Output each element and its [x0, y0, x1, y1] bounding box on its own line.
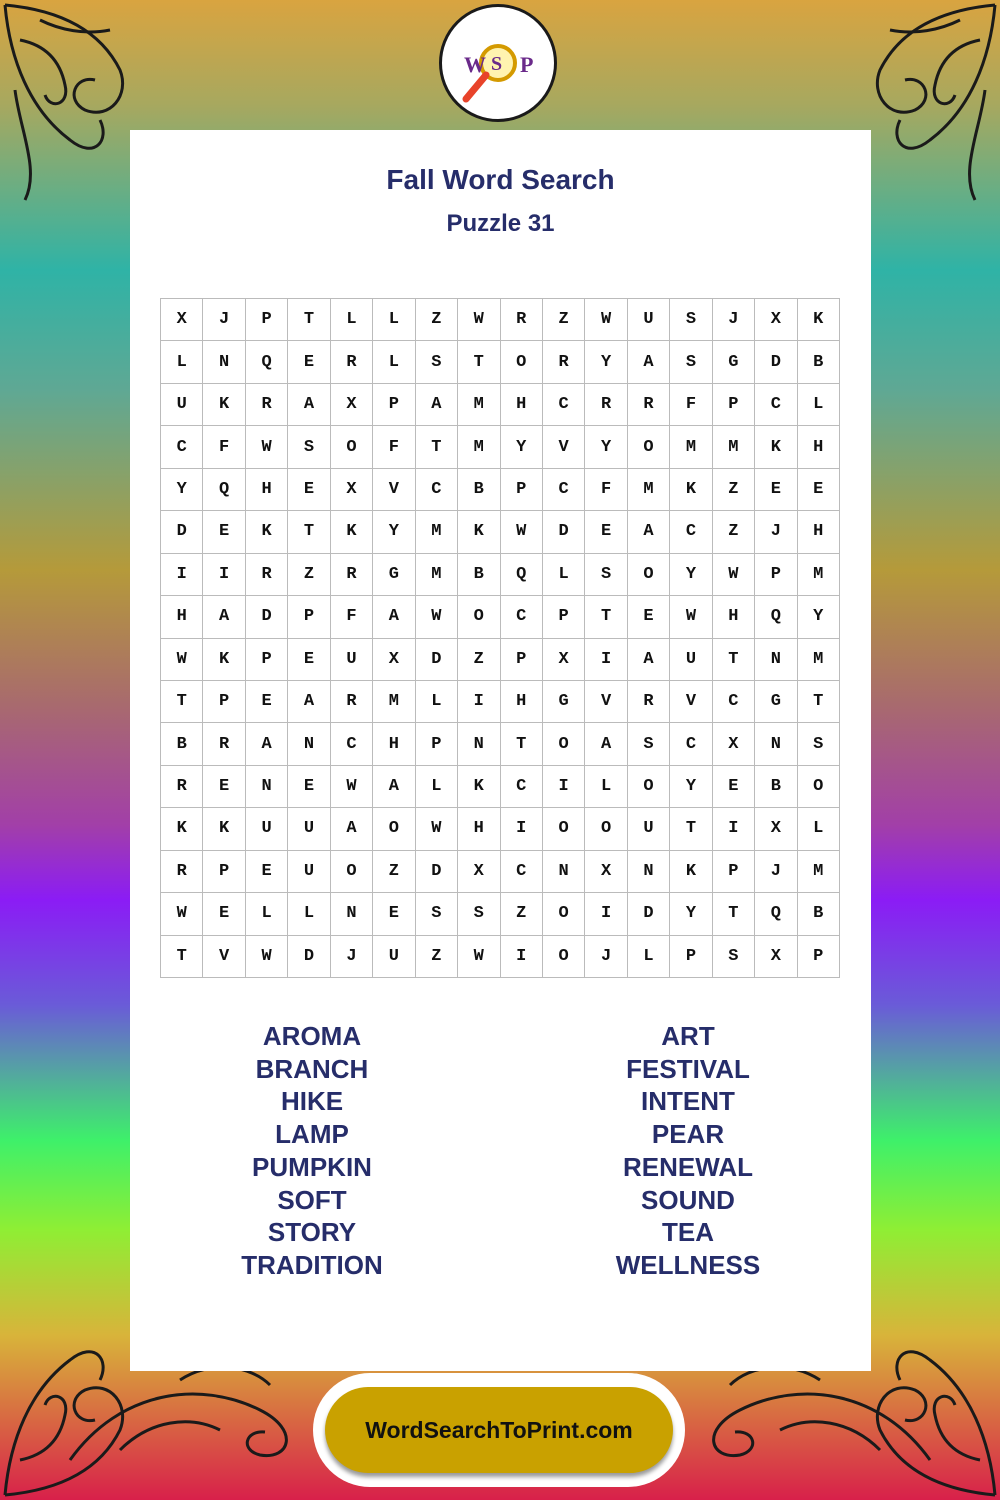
grid-cell[interactable]: I — [161, 554, 203, 596]
grid-cell[interactable]: L — [246, 893, 288, 935]
grid-cell[interactable]: N — [203, 341, 245, 383]
grid-cell[interactable]: D — [543, 511, 585, 553]
puzzle-number: Puzzle 31 — [446, 210, 555, 237]
grid-cell[interactable]: C — [670, 723, 712, 765]
word-list-item: LAMP — [275, 1119, 349, 1150]
grid-cell[interactable]: K — [203, 808, 245, 850]
grid-cell[interactable]: C — [713, 681, 755, 723]
word-list-item: STORY — [267, 1217, 357, 1248]
grid-cell[interactable]: I — [501, 808, 543, 850]
grid-cell[interactable]: U — [246, 808, 288, 850]
grid-cell[interactable]: L — [416, 681, 458, 723]
word-list-item: BRANCH — [255, 1053, 369, 1084]
grid-cell[interactable]: A — [288, 384, 330, 426]
grid-cell[interactable]: B — [458, 469, 500, 511]
grid-cell[interactable]: O — [458, 596, 500, 638]
grid-cell[interactable]: T — [798, 681, 840, 723]
grid-cell[interactable]: P — [288, 596, 330, 638]
grid-cell[interactable]: S — [585, 554, 627, 596]
grid-cell[interactable]: L — [288, 893, 330, 935]
grid-cell[interactable]: K — [246, 511, 288, 553]
grid-cell[interactable]: L — [373, 341, 415, 383]
grid-cell[interactable]: L — [543, 554, 585, 596]
grid-cell[interactable]: W — [670, 596, 712, 638]
grid-cell[interactable]: E — [288, 639, 330, 681]
grid-cell[interactable]: R — [628, 681, 670, 723]
grid-cell[interactable]: V — [373, 469, 415, 511]
grid-cell[interactable]: P — [755, 554, 797, 596]
grid-cell[interactable]: M — [798, 851, 840, 893]
grid-cell[interactable]: H — [373, 723, 415, 765]
grid-cell[interactable]: I — [501, 936, 543, 978]
grid-cell[interactable]: E — [203, 893, 245, 935]
grid-cell[interactable]: R — [246, 554, 288, 596]
grid-cell[interactable]: A — [373, 596, 415, 638]
grid-cell[interactable]: C — [416, 469, 458, 511]
word-list-item: AROMA — [262, 1021, 362, 1051]
grid-cell[interactable]: A — [628, 341, 670, 383]
grid-cell[interactable]: Q — [755, 596, 797, 638]
site-logo[interactable] — [439, 4, 557, 122]
grid-cell[interactable]: O — [543, 808, 585, 850]
grid-cell[interactable]: O — [543, 723, 585, 765]
grid-cell[interactable]: R — [203, 723, 245, 765]
word-list-item: INTENT — [641, 1086, 735, 1117]
grid-cell[interactable]: E — [203, 511, 245, 553]
grid-cell[interactable]: E — [713, 766, 755, 808]
grid-cell[interactable]: R — [331, 341, 373, 383]
grid-cell[interactable]: F — [670, 384, 712, 426]
grid-cell[interactable]: O — [543, 936, 585, 978]
grid-cell[interactable]: E — [798, 469, 840, 511]
grid-cell[interactable]: Y — [670, 554, 712, 596]
grid-cell[interactable]: T — [713, 893, 755, 935]
grid-cell[interactable]: Z — [501, 893, 543, 935]
grid-cell[interactable]: R — [161, 766, 203, 808]
grid-cell[interactable]: P — [798, 936, 840, 978]
grid-cell[interactable]: A — [416, 384, 458, 426]
grid-cell[interactable]: I — [713, 808, 755, 850]
grid-cell[interactable]: O — [331, 426, 373, 468]
grid-cell[interactable]: B — [798, 893, 840, 935]
grid-cell[interactable]: Z — [713, 469, 755, 511]
grid-cell[interactable]: W — [331, 766, 373, 808]
grid-cell[interactable]: H — [501, 681, 543, 723]
grid-cell[interactable]: P — [501, 639, 543, 681]
grid-cell[interactable]: W — [416, 808, 458, 850]
grid-cell[interactable]: R — [331, 681, 373, 723]
grid-cell[interactable]: H — [458, 808, 500, 850]
grid-cell[interactable]: H — [713, 596, 755, 638]
grid-cell[interactable]: L — [798, 384, 840, 426]
site-link[interactable]: WordSearchToPrint.com — [325, 1387, 673, 1473]
grid-cell[interactable]: F — [203, 426, 245, 468]
grid-cell[interactable]: N — [288, 723, 330, 765]
grid-cell[interactable]: J — [713, 299, 755, 341]
grid-cell[interactable]: Q — [203, 469, 245, 511]
grid-cell[interactable]: I — [585, 893, 627, 935]
grid-cell[interactable]: X — [331, 469, 373, 511]
grid-cell[interactable]: O — [373, 808, 415, 850]
grid-cell[interactable]: X — [755, 808, 797, 850]
grid-cell[interactable]: L — [373, 299, 415, 341]
grid-cell[interactable]: W — [501, 511, 543, 553]
grid-cell[interactable]: U — [288, 851, 330, 893]
grid-cell[interactable]: P — [373, 384, 415, 426]
grid-cell[interactable]: P — [203, 851, 245, 893]
grid-cell[interactable]: K — [203, 639, 245, 681]
word-list-item: SOUND — [641, 1184, 735, 1215]
grid-cell[interactable]: H — [798, 426, 840, 468]
grid-cell[interactable]: I — [585, 639, 627, 681]
grid-cell[interactable]: K — [755, 426, 797, 468]
magnifier-icon — [442, 7, 554, 119]
grid-cell[interactable]: P — [713, 851, 755, 893]
grid-cell[interactable]: D — [246, 596, 288, 638]
grid-cell[interactable]: G — [713, 341, 755, 383]
grid-cell[interactable]: W — [416, 596, 458, 638]
grid-cell[interactable]: H — [501, 384, 543, 426]
grid-cell[interactable]: U — [628, 808, 670, 850]
grid-cell[interactable]: J — [203, 299, 245, 341]
grid-cell[interactable]: M — [628, 469, 670, 511]
grid-cell[interactable]: C — [501, 766, 543, 808]
word-list-left-column — [162, 1020, 462, 1282]
grid-cell[interactable]: Z — [373, 851, 415, 893]
grid-cell[interactable]: S — [458, 893, 500, 935]
grid-cell[interactable]: S — [288, 426, 330, 468]
grid-cell[interactable]: M — [458, 384, 500, 426]
grid-cell[interactable]: E — [628, 596, 670, 638]
grid-cell[interactable]: D — [416, 851, 458, 893]
grid-cell[interactable]: W — [458, 936, 500, 978]
grid-cell[interactable]: R — [543, 341, 585, 383]
grid-cell[interactable]: J — [755, 851, 797, 893]
grid-cell[interactable]: T — [161, 936, 203, 978]
grid-cell[interactable]: R — [246, 384, 288, 426]
grid-cell[interactable]: A — [288, 681, 330, 723]
grid-cell[interactable]: C — [331, 723, 373, 765]
grid-cell[interactable]: O — [628, 554, 670, 596]
grid-cell[interactable]: Y — [161, 469, 203, 511]
logo-letter-p: P — [520, 52, 534, 77]
grid-cell[interactable]: M — [416, 554, 458, 596]
grid-cell[interactable]: H — [246, 469, 288, 511]
grid-cell[interactable]: U — [670, 639, 712, 681]
grid-cell[interactable]: W — [246, 936, 288, 978]
grid-cell[interactable]: T — [713, 639, 755, 681]
grid-cell[interactable]: L — [798, 808, 840, 850]
grid-cell[interactable]: C — [501, 596, 543, 638]
grid-cell[interactable]: K — [798, 299, 840, 341]
grid-cell[interactable]: A — [246, 723, 288, 765]
grid-cell[interactable]: F — [585, 469, 627, 511]
grid-cell[interactable]: S — [670, 299, 712, 341]
grid-cell[interactable]: E — [373, 893, 415, 935]
grid-cell[interactable]: J — [755, 511, 797, 553]
grid-cell[interactable]: T — [416, 426, 458, 468]
grid-cell[interactable]: Q — [501, 554, 543, 596]
grid-cell[interactable]: S — [798, 723, 840, 765]
grid-cell[interactable]: A — [203, 596, 245, 638]
grid-cell[interactable]: K — [331, 511, 373, 553]
grid-cell[interactable]: N — [331, 893, 373, 935]
word-list-item: FESTIVAL — [626, 1053, 750, 1084]
grid-cell[interactable]: X — [585, 851, 627, 893]
grid-cell[interactable]: Z — [416, 936, 458, 978]
grid-cell[interactable]: R — [331, 554, 373, 596]
letter-grid — [160, 298, 840, 978]
grid-cell[interactable]: M — [670, 426, 712, 468]
grid-cell[interactable]: J — [585, 936, 627, 978]
grid-cell[interactable]: P — [246, 639, 288, 681]
grid-cell[interactable]: A — [628, 639, 670, 681]
grid-cell[interactable]: U — [373, 936, 415, 978]
grid-cell[interactable]: I — [203, 554, 245, 596]
word-list-right-column — [538, 1020, 838, 1282]
logo-letter-w: W — [464, 52, 486, 77]
grid-cell[interactable]: P — [543, 596, 585, 638]
grid-cell[interactable]: F — [373, 426, 415, 468]
grid-cell[interactable]: P — [713, 384, 755, 426]
grid-cell[interactable]: O — [501, 341, 543, 383]
grid-cell[interactable]: N — [755, 723, 797, 765]
grid-cell[interactable]: O — [585, 808, 627, 850]
grid-cell[interactable]: U — [331, 639, 373, 681]
grid-cell[interactable]: I — [543, 766, 585, 808]
grid-cell[interactable]: U — [628, 299, 670, 341]
grid-cell[interactable]: P — [246, 299, 288, 341]
grid-cell[interactable]: D — [416, 639, 458, 681]
grid-cell[interactable]: B — [755, 766, 797, 808]
ornament-corner-top-left — [0, 0, 150, 210]
grid-cell[interactable]: R — [585, 384, 627, 426]
grid-cell[interactable]: Z — [416, 299, 458, 341]
grid-cell[interactable]: E — [755, 469, 797, 511]
grid-cell[interactable]: H — [161, 596, 203, 638]
grid-cell[interactable]: E — [246, 681, 288, 723]
grid-cell[interactable]: Z — [458, 639, 500, 681]
grid-cell[interactable]: Y — [670, 766, 712, 808]
grid-cell[interactable]: B — [458, 554, 500, 596]
grid-cell[interactable]: V — [543, 426, 585, 468]
grid-cell[interactable]: C — [501, 851, 543, 893]
grid-cell[interactable]: T — [288, 299, 330, 341]
grid-cell[interactable]: E — [288, 469, 330, 511]
grid-cell[interactable]: A — [331, 808, 373, 850]
grid-cell[interactable]: X — [161, 299, 203, 341]
grid-cell[interactable]: G — [543, 681, 585, 723]
grid-cell[interactable]: X — [755, 936, 797, 978]
grid-cell[interactable]: Y — [670, 893, 712, 935]
grid-cell[interactable]: C — [670, 511, 712, 553]
grid-cell[interactable]: S — [713, 936, 755, 978]
grid-cell[interactable]: X — [458, 851, 500, 893]
grid-cell[interactable]: M — [798, 554, 840, 596]
grid-cell[interactable]: U — [161, 384, 203, 426]
word-list-item: WELLNESS — [615, 1249, 761, 1280]
grid-cell[interactable]: Y — [585, 426, 627, 468]
grid-cell[interactable]: B — [161, 723, 203, 765]
grid-cell[interactable]: Y — [501, 426, 543, 468]
word-list-item: ART — [661, 1021, 715, 1051]
grid-cell[interactable]: D — [755, 341, 797, 383]
ornament-corner-top-right — [850, 0, 1000, 210]
grid-cell[interactable]: Z — [713, 511, 755, 553]
grid-cell[interactable]: A — [628, 511, 670, 553]
grid-cell[interactable]: X — [543, 639, 585, 681]
grid-cell[interactable]: L — [585, 766, 627, 808]
grid-cell[interactable]: S — [416, 893, 458, 935]
puzzle-title: Fall Word Search — [386, 164, 615, 195]
grid-cell[interactable]: S — [416, 341, 458, 383]
grid-cell[interactable]: P — [501, 469, 543, 511]
grid-cell[interactable]: O — [628, 426, 670, 468]
grid-cell[interactable]: M — [458, 426, 500, 468]
grid-cell[interactable]: M — [416, 511, 458, 553]
word-list-item: TRADITION — [241, 1249, 383, 1280]
grid-cell[interactable]: N — [755, 639, 797, 681]
logo-letter-s: S — [491, 53, 503, 75]
grid-cell[interactable]: E — [288, 766, 330, 808]
grid-cell[interactable]: Y — [585, 341, 627, 383]
grid-cell[interactable]: N — [543, 851, 585, 893]
grid-cell[interactable]: D — [161, 511, 203, 553]
word-list-item: RENEWAL — [623, 1151, 753, 1182]
grid-cell[interactable]: N — [458, 723, 500, 765]
grid-cell[interactable]: T — [585, 596, 627, 638]
grid-cell[interactable]: K — [161, 808, 203, 850]
grid-cell[interactable]: P — [203, 681, 245, 723]
grid-cell[interactable]: Z — [288, 554, 330, 596]
grid-cell[interactable]: X — [713, 723, 755, 765]
grid-cell[interactable]: V — [585, 681, 627, 723]
grid-cell[interactable]: L — [331, 299, 373, 341]
grid-cell[interactable]: Q — [246, 341, 288, 383]
grid-cell[interactable]: V — [670, 681, 712, 723]
grid-cell[interactable]: A — [373, 766, 415, 808]
grid-cell[interactable]: N — [246, 766, 288, 808]
grid-cell[interactable]: C — [543, 469, 585, 511]
grid-cell[interactable]: W — [458, 299, 500, 341]
word-list-item: HIKE — [280, 1086, 344, 1117]
grid-cell[interactable]: W — [161, 639, 203, 681]
grid-cell[interactable]: M — [373, 681, 415, 723]
grid-cell[interactable]: C — [543, 384, 585, 426]
grid-cell[interactable]: C — [755, 384, 797, 426]
grid-cell[interactable]: O — [628, 766, 670, 808]
grid-cell[interactable]: P — [670, 936, 712, 978]
word-list-item: SOFT — [277, 1184, 347, 1215]
grid-cell[interactable]: K — [670, 469, 712, 511]
word-list-item: TEA — [662, 1217, 714, 1248]
grid-cell[interactable]: Z — [543, 299, 585, 341]
grid-cell[interactable]: T — [288, 511, 330, 553]
grid-cell[interactable]: O — [798, 766, 840, 808]
grid-cell[interactable]: T — [458, 341, 500, 383]
grid-cell[interactable]: L — [628, 936, 670, 978]
grid-cell[interactable]: R — [628, 384, 670, 426]
grid-cell[interactable]: M — [798, 639, 840, 681]
grid-cell[interactable]: X — [331, 384, 373, 426]
grid-cell[interactable]: K — [458, 511, 500, 553]
grid-cell[interactable]: T — [670, 808, 712, 850]
grid-cell[interactable]: R — [501, 299, 543, 341]
grid-cell[interactable]: W — [713, 554, 755, 596]
grid-cell[interactable]: C — [161, 426, 203, 468]
grid-cell[interactable]: W — [161, 893, 203, 935]
grid-cell[interactable]: Y — [798, 596, 840, 638]
grid-cell[interactable]: K — [203, 384, 245, 426]
grid-cell[interactable]: W — [585, 299, 627, 341]
word-list-item: PUMPKIN — [252, 1151, 372, 1182]
grid-cell[interactable]: X — [373, 639, 415, 681]
grid-cell[interactable]: T — [161, 681, 203, 723]
grid-cell[interactable]: B — [798, 341, 840, 383]
grid-cell[interactable]: M — [713, 426, 755, 468]
grid-cell[interactable]: F — [331, 596, 373, 638]
puzzle-card — [130, 130, 871, 1371]
grid-cell[interactable]: P — [416, 723, 458, 765]
grid-cell[interactable]: E — [246, 851, 288, 893]
grid-cell[interactable]: V — [203, 936, 245, 978]
grid-cell[interactable]: W — [246, 426, 288, 468]
grid-cell[interactable]: D — [288, 936, 330, 978]
grid-cell[interactable]: H — [798, 511, 840, 553]
grid-cell[interactable]: O — [331, 851, 373, 893]
grid-cell[interactable]: A — [585, 723, 627, 765]
word-list-item: PEAR — [651, 1119, 725, 1150]
grid-cell[interactable]: K — [458, 766, 500, 808]
grid-cell[interactable]: X — [755, 299, 797, 341]
grid-cell[interactable]: E — [203, 766, 245, 808]
grid-cell[interactable]: N — [628, 851, 670, 893]
grid-cell[interactable]: K — [670, 851, 712, 893]
grid-cell[interactable]: Q — [755, 893, 797, 935]
grid-cell[interactable]: S — [670, 341, 712, 383]
grid-cell[interactable]: G — [373, 554, 415, 596]
grid-cell[interactable]: E — [288, 341, 330, 383]
grid-cell[interactable]: U — [288, 808, 330, 850]
grid-cell[interactable]: Y — [373, 511, 415, 553]
grid-cell[interactable]: G — [755, 681, 797, 723]
grid-cell[interactable]: S — [628, 723, 670, 765]
grid-cell[interactable]: I — [458, 681, 500, 723]
grid-cell[interactable]: D — [628, 893, 670, 935]
grid-cell[interactable]: J — [331, 936, 373, 978]
grid-cell[interactable]: E — [585, 511, 627, 553]
grid-cell[interactable]: L — [161, 341, 203, 383]
grid-cell[interactable]: T — [501, 723, 543, 765]
grid-cell[interactable]: R — [161, 851, 203, 893]
grid-cell[interactable]: L — [416, 766, 458, 808]
grid-cell[interactable]: O — [543, 893, 585, 935]
site-badge[interactable] — [313, 1373, 685, 1487]
